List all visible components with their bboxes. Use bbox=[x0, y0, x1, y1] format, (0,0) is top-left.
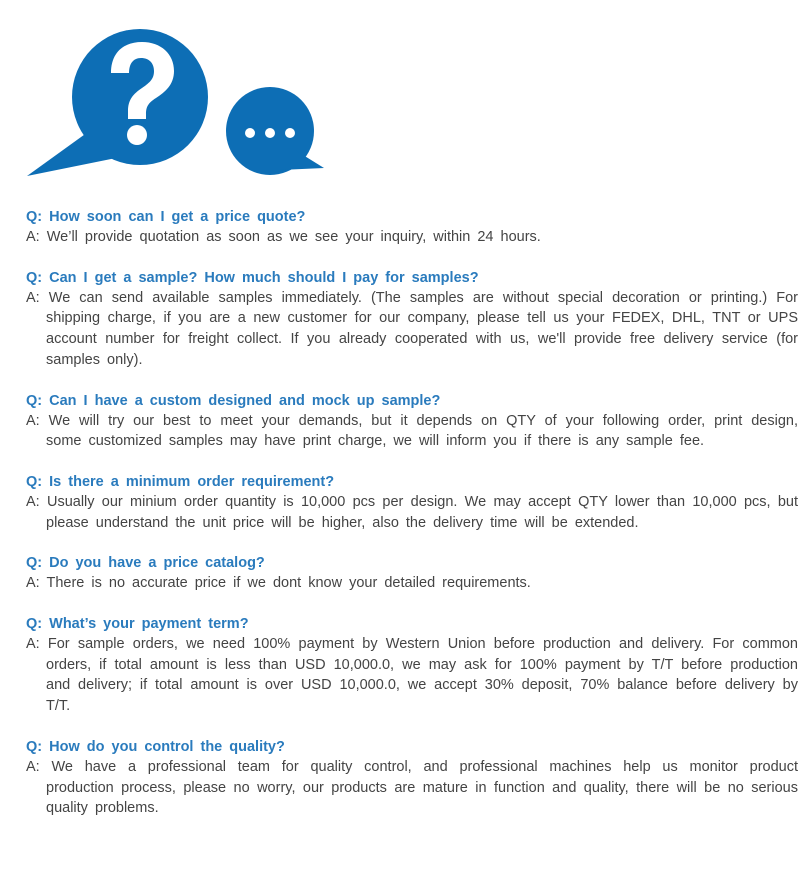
faq-header-illustration bbox=[0, 0, 800, 200]
question-prefix: Q: bbox=[26, 392, 43, 409]
question-text: How do you control the quality? bbox=[49, 738, 285, 755]
faq-question bbox=[26, 391, 786, 411]
question-text: Do you have a price catalog? bbox=[49, 555, 265, 572]
faq-illustration-svg bbox=[0, 0, 800, 200]
question-prefix: Q: bbox=[26, 473, 43, 490]
answer-text: We can send available samples immediately. (The samples are without special decoration or printing.) For shipping charge, if you are a new customer for our company, please tell us your FEDEX, DHL, TNT or UPS account number for freight collect. If you already cooperated with us, we'll provide free delivery service (for samples only). bbox=[46, 289, 799, 368]
question-text: Can I get a sample? How much should I pay for samples? bbox=[49, 269, 479, 286]
question-text: How soon can I get a price quote? bbox=[49, 209, 306, 225]
answer-prefix: A: bbox=[26, 289, 40, 306]
question-prefix: Q: bbox=[26, 555, 43, 572]
question-prefix: Q: bbox=[26, 269, 43, 286]
answer-prefix: A: bbox=[26, 412, 40, 429]
faq-question bbox=[26, 268, 786, 288]
question-mark-speech-bubble-icon bbox=[27, 29, 208, 176]
answer-text: We’ll provide quotation as soon as we see your inquiry, within 24 hours. bbox=[46, 229, 541, 245]
question-text: Is there a minimum order requirement? bbox=[49, 473, 335, 490]
faq-item bbox=[26, 472, 798, 533]
question-text: What’s your payment term? bbox=[49, 616, 249, 633]
answer-text: For sample orders, we need 100% payment by Western Union before production and delivery. For common orders, if total amount is less than USD 10,000.0, we may ask for 100% payment by T/T before production and delivery; if total amount is over USD 10,000.0, we accept 30% deposit, 70% balance before delivery by T/T. bbox=[46, 636, 798, 715]
question-prefix: Q: bbox=[26, 738, 43, 755]
faq-item bbox=[26, 737, 799, 819]
faq-answer bbox=[26, 573, 798, 594]
faq-item bbox=[26, 391, 798, 452]
faq-item bbox=[26, 614, 798, 717]
answer-prefix: A: bbox=[26, 758, 40, 775]
answer-text: There is no accurate price if we dont know your detailed requirements. bbox=[46, 575, 531, 592]
faq-list bbox=[26, 207, 799, 839]
faq-answer bbox=[26, 757, 798, 819]
question-prefix: Q: bbox=[26, 209, 43, 225]
answer-text: We have a professional team for quality control, and professional machines help us monitor product production process, please no worry, our products are mature in function and quality, there will be no serious quality problems. bbox=[46, 758, 799, 817]
answer-prefix: A: bbox=[26, 493, 40, 510]
faq-item bbox=[26, 207, 786, 248]
faq-question bbox=[26, 614, 786, 634]
faq-answer bbox=[26, 227, 798, 248]
faq-question bbox=[26, 207, 786, 227]
faq-question bbox=[26, 553, 786, 573]
question-text: Can I have a custom designed and mock up sample? bbox=[49, 392, 441, 409]
ellipsis-speech-bubble-icon bbox=[226, 87, 324, 175]
answer-text: Usually our minium order quantity is 10,000 pcs per design. We may accept QTY lower than 10,000 pcs, but please understand the unit price will be higher, also the delivery time will be extended. bbox=[46, 493, 798, 531]
faq-item bbox=[26, 268, 799, 371]
faq-answer bbox=[26, 288, 798, 371]
answer-prefix: A: bbox=[26, 636, 40, 653]
answer-text: We will try our best to meet your demands, but it depends on QTY of your following order, print design, some customized samples may have print charge, we will inform you if there is any sample fee. bbox=[46, 412, 798, 450]
faq-question bbox=[26, 472, 786, 492]
faq-item bbox=[26, 553, 786, 594]
faq-answer bbox=[26, 411, 798, 452]
answer-prefix: A: bbox=[26, 229, 40, 245]
question-prefix: Q: bbox=[26, 616, 43, 633]
answer-prefix: A: bbox=[26, 575, 40, 592]
faq-question bbox=[26, 737, 786, 757]
faq-answer bbox=[26, 634, 798, 717]
faq-answer bbox=[26, 492, 798, 533]
